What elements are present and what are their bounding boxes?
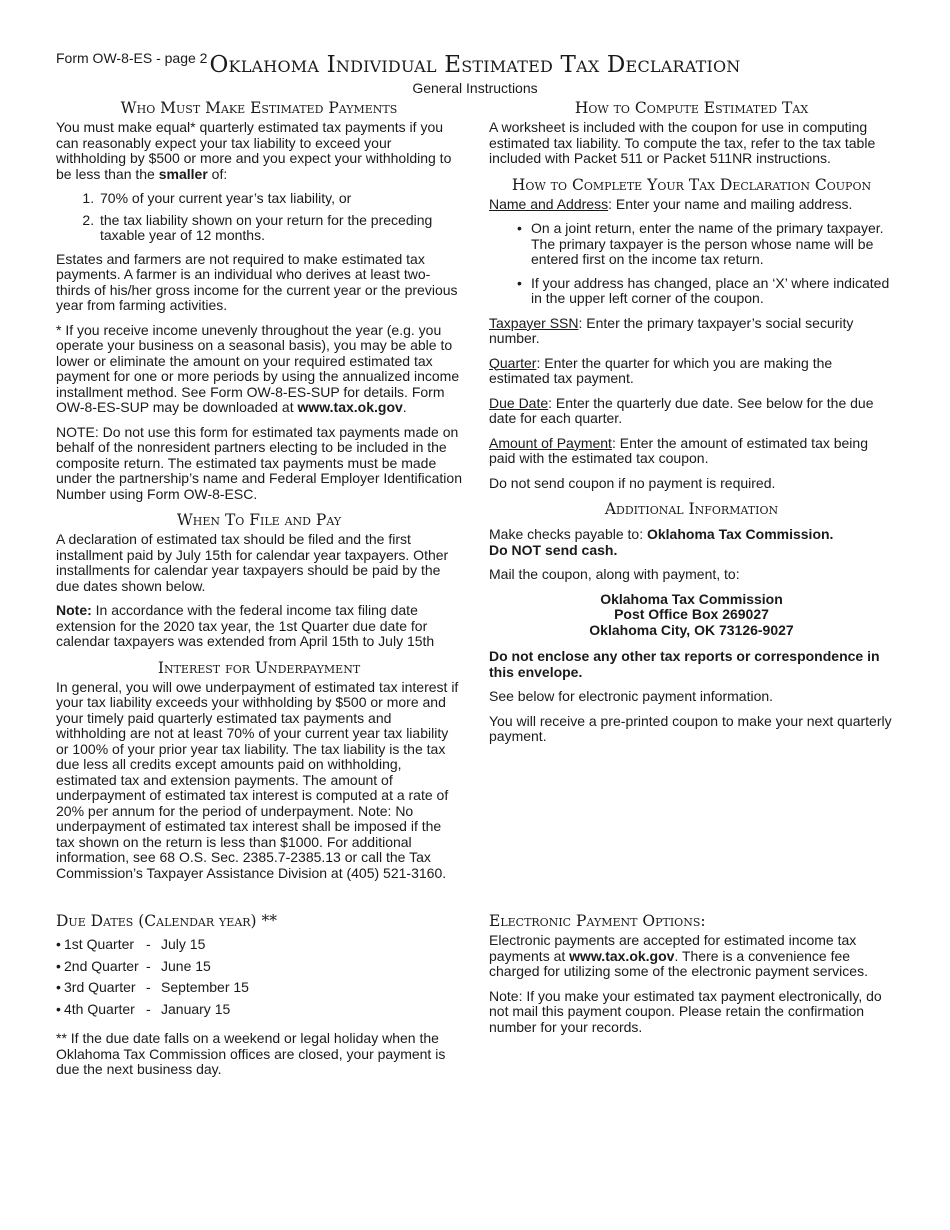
- address-line: Post Office Box 269027: [614, 606, 769, 622]
- due-date-value: July 15: [161, 936, 206, 952]
- due-date-value: January 15: [161, 1000, 231, 1017]
- when-to-file-text: A declaration of estimated tax should be filed and the first installment paid by July 15th for calendar year taxpayers. Other installments for calendar year taxpayers should be paid by the due dates shown below.: [56, 531, 449, 594]
- due-date-value: June 15: [161, 957, 211, 974]
- field-label: Taxpayer SSN: [489, 314, 579, 331]
- electronic-text: [489, 933, 894, 980]
- complete-heading: How to Complete Your Tax Declaration Coupon: [511, 175, 872, 194]
- left-column: [56, 99, 462, 890]
- due-date-row: [56, 980, 462, 996]
- who-must-heading: Who Must Make Estimated Payments: [120, 99, 398, 117]
- due-date-row: [56, 937, 462, 953]
- instruction-text: : Enter the quarterly due date. See below for the due date for each quarter.: [489, 394, 874, 426]
- dash: -: [146, 979, 151, 995]
- field-label: Amount of Payment: [489, 434, 612, 451]
- bullet-icon: •: [56, 957, 61, 974]
- interest-text: In general, you will owe underpayment of estimated tax interest if your tax liability exceeds your withholding by $500 or more and your timely paid quarterly estimated tax payments and withholding are not at least 70% of your current year tax liability or 100% of your prior year tax liability. The tax liability is the tax due less all credits except amounts paid on withholding, estimated tax and extension payments. The amount of underpayment of estimated tax interest is computed at a rate of 20% per annum for the period of underpayment. Note: No underpayment of estimated tax interest shall be imposed if the tax shown on the return is less than $1000. For additional information, see 68 O.S. Sec. 2385.7-2385.13 or call the Tax Commission’s Taxpayer Assistance Division at (405) 521-3160.: [56, 678, 459, 881]
- no-cash-warning: Do NOT send cash.: [489, 541, 618, 558]
- field-label: Name and Address: [489, 195, 609, 212]
- instruction-text: : Enter the amount of estimated tax being paid with the estimated tax coupon.: [489, 434, 868, 466]
- composite-note: NOTE: Do not use this form for estimated tax payments made on behalf of the nonresident partners electing to be included in the composite return. The estimated tax payments must be made under the partnership’s name and Federal Employer Identification Number using Form OW-8-ESC.: [56, 423, 462, 502]
- quarter-name: 1st Quarter: [64, 936, 135, 952]
- name-bullets: [489, 221, 894, 307]
- electronic-note: Note: If you make your estimated tax payment electronically, do not mail this payment coupon. Please retain the confirmation number for your records.: [489, 987, 882, 1035]
- due-date-instruction: [489, 396, 894, 427]
- bullet-icon: •: [56, 1000, 61, 1017]
- dash: -: [146, 1000, 151, 1017]
- checks-text: Make checks payable to:: [489, 526, 647, 542]
- uneven-income-paragraph: [56, 323, 462, 416]
- electronic-reference: See below for electronic payment information.: [489, 688, 774, 704]
- intro-bold: smaller: [158, 165, 208, 182]
- right-column: [489, 99, 894, 754]
- due-dates-heading: Due Dates (Calendar year) **: [56, 912, 278, 930]
- enclose-warning: Do not enclose any other tax reports or correspondence in this envelope.: [489, 648, 880, 680]
- due-dates-list: [56, 937, 462, 1017]
- liability-list: [56, 191, 462, 244]
- compute-text: A worksheet is included with the coupon for use in computing estimated tax liability. To compute the tax, refer to the tax table included with Packet 511 or Packet 511NR instructions.: [489, 119, 876, 166]
- quarter-instruction: [489, 356, 894, 387]
- dash: -: [146, 957, 151, 974]
- field-label: Quarter: [489, 354, 537, 371]
- form-id: Form OW-8-ES - page 2: [56, 50, 208, 66]
- name-address-instruction: [489, 197, 894, 213]
- field-label: Due Date: [489, 394, 549, 411]
- electronic-text-end: . There is a convenience fee charged for utilizing some of the electronic payment services.: [489, 947, 868, 979]
- bullet-icon: •: [56, 979, 61, 995]
- instruction-text: : Enter the primary taxpayer’s social security number.: [489, 314, 854, 346]
- bullet-text: On a joint return, enter the name of the primary taxpayer. The primary taxpayer is the person whose name will be entered first on the income tax return.: [531, 220, 884, 267]
- bullet-icon: •: [517, 274, 522, 291]
- dash: -: [146, 936, 151, 952]
- electronic-text-start: Electronic payments are accepted for estimated income tax payments at: [489, 932, 857, 964]
- payee-name: Oklahoma Tax Commission.: [646, 526, 834, 542]
- due-date-row: [56, 959, 462, 975]
- list-item: 2. the tax liability shown on your return for the preceding taxable year of 12 months.: [98, 213, 462, 244]
- quarter-name: 2nd Quarter: [64, 957, 139, 974]
- tax-website-link[interactable]: www.tax.ok.gov: [569, 947, 675, 964]
- interest-heading: Interest for Underpayment: [157, 658, 361, 677]
- when-to-file-heading: When To File and Pay: [176, 511, 342, 529]
- note-label: Note:: [56, 602, 92, 618]
- due-date-value: September 15: [161, 979, 249, 995]
- tax-website-link[interactable]: www.tax.ok.gov: [297, 399, 403, 415]
- who-must-intro: [56, 120, 462, 182]
- instruction-text: : Enter your name and mailing address.: [608, 195, 853, 212]
- uneven-text: * If you receive income unevenly throughout the year (e.g. you operate your business on a seasonal basis), you may be able to lower or eliminate the amount on your required estimated tax payment for one or more periods by using the annualized income installment method. See Form OW-8-ES-SUP for details. Form OW-8-ES-SUP may be downloaded at: [56, 321, 460, 415]
- preprinted-coupon-note: You will receive a pre-printed coupon to make your next quarterly payment.: [489, 712, 892, 744]
- intro-text: You must make equal* quarterly estimated tax payments if you can reasonably expect your tax liability to exceed your withholding by $500 or more and you expect your withholding to be less than the: [56, 119, 452, 182]
- list-item: [517, 220, 894, 268]
- estates-paragraph: Estates and farmers are not required to make estimated tax payments. A farmer is an individual who derives at least two-thirds of his/her gross income for the current year or the previous year from farming activities.: [56, 250, 458, 313]
- electronic-heading: Electronic Payment Options:: [489, 912, 706, 930]
- electronic-payment-section: [489, 912, 894, 1044]
- list-item: 1. 70% of your current year’s tax liability, or: [98, 191, 462, 207]
- intro-text-end: of:: [207, 165, 228, 182]
- bullet-icon: •: [56, 936, 61, 952]
- mail-instruction: Mail the coupon, along with payment, to:: [489, 566, 740, 582]
- quarter-name: 3rd Quarter: [64, 979, 136, 995]
- due-date-row: [56, 1002, 462, 1018]
- due-date-footnote: ** If the due date falls on a weekend or legal holiday when the Oklahoma Tax Commission offices are closed, your payment is due the next business day.: [56, 1030, 446, 1077]
- additional-heading: Additional Information: [604, 500, 779, 518]
- mailing-address: [489, 592, 894, 639]
- list-item: [517, 274, 894, 307]
- checks-payable: [489, 527, 894, 558]
- note-text: In accordance with the federal income tax filing date extension for the 2020 tax year, the 1st Quarter due date for calendar taxpayers was extended from April 15th to July 15th: [56, 602, 435, 649]
- due-dates-section: [56, 912, 462, 1087]
- address-line: Oklahoma Tax Commission: [600, 590, 783, 607]
- quarter-name: 4th Quarter: [64, 1000, 135, 1017]
- extension-note: [56, 603, 462, 650]
- uneven-text-end: .: [402, 399, 407, 415]
- instruction-text: : Enter the quarter for which you are making the estimated tax payment.: [489, 354, 833, 386]
- ssn-instruction: [489, 316, 894, 347]
- no-send-note: Do not send coupon if no payment is required.: [489, 474, 776, 491]
- bullet-text: If your address has changed, place an ‘X’ where indicated in the upper left corner of the coupon.: [531, 274, 890, 306]
- address-line: Oklahoma City, OK 73126-9027: [589, 621, 794, 638]
- bullet-icon: •: [517, 220, 522, 236]
- amount-instruction: [489, 436, 894, 467]
- page-title: Oklahoma Individual Estimated Tax Declaration: [209, 52, 741, 78]
- compute-heading: How to Compute Estimated Tax: [574, 99, 809, 117]
- page-subtitle: General Instructions: [412, 80, 538, 96]
